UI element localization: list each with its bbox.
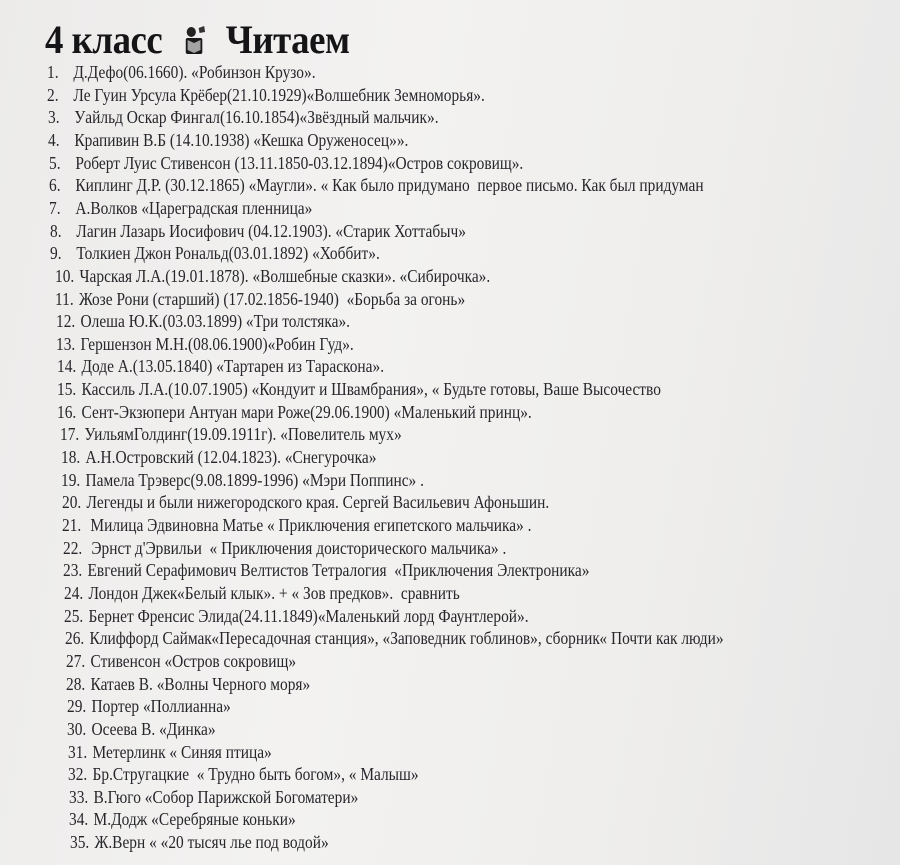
item-number: 27.: [65, 650, 85, 671]
item-number: 24.: [63, 582, 84, 603]
item-text: Кассиль Л.А.(10.07.1905) «Кондуит и Швамбрания», « Будьте готовы, Ваше Высочество: [81, 379, 661, 400]
item-text: Лондон Джек«Белый клык». + « Зов предков». сравнить: [88, 582, 460, 603]
item-number: 4.: [48, 129, 60, 150]
item-text: Милица Эдвиновна Матье « Приключения египетского мальчика» .: [86, 515, 532, 535]
item-text: Осеева В. «Динка»: [91, 718, 216, 739]
list-item: [65, 628, 724, 649]
item-number: 15.: [57, 379, 77, 400]
list-item: [57, 356, 384, 377]
list-item: [68, 742, 272, 763]
item-text: Лагин Лазарь Иосифович (04.12.1903). «Старик Хоттабыч»: [76, 220, 466, 241]
item-number: 8.: [49, 220, 62, 241]
item-number: 21.: [62, 515, 82, 535]
item-number: 10.: [55, 265, 75, 286]
list-item: [70, 832, 329, 853]
item-number: 13.: [56, 333, 76, 354]
list-item: [50, 243, 380, 264]
item-text: УильямГолдинг(19.09.1911г). «Повелитель мух»: [84, 424, 402, 445]
item-number: 5.: [48, 152, 61, 173]
item-number: 25.: [64, 605, 84, 626]
item-text: Уайльд Оскар Фингал(16.10.1854)«Звёздный мальчик».: [74, 107, 439, 128]
list-item: [62, 492, 549, 513]
item-number: 12.: [55, 311, 76, 332]
item-number: 6.: [49, 175, 61, 196]
list-item: [67, 696, 231, 717]
item-number: 18.: [60, 447, 80, 468]
item-text: Крапивин В.Б (14.10.1938) «Кешка Оруженосец»».: [74, 129, 409, 150]
item-number: 9.: [50, 243, 62, 264]
list-item: [47, 85, 485, 106]
item-text: Памела Трэверс(9.08.1899-1996) «Мэри Поппинс» .: [85, 469, 425, 490]
list-item: [48, 130, 408, 151]
item-text: Доде А.(13.05.1840) «Тартарен из Тараскона».: [81, 356, 384, 377]
item-number: 19.: [61, 469, 81, 490]
list-item: [69, 787, 358, 808]
list-item: [56, 334, 354, 355]
list-item: [63, 538, 506, 559]
item-text: Толкиен Джон Рональд(03.01.1892) «Хоббит».: [76, 243, 381, 264]
item-number: 3.: [47, 107, 60, 128]
item-number: 16.: [57, 401, 77, 422]
list-item: [55, 266, 490, 287]
item-text: Клиффорд Саймак«Пересадочная станция», «Заповедник гоблинов», сборник« Почти как люди»: [89, 628, 724, 649]
item-text: Портер «Поллианна»: [91, 696, 231, 717]
list-item: [49, 175, 704, 196]
list-item: [57, 379, 661, 400]
list-item: [56, 311, 350, 332]
item-number: 29.: [66, 696, 86, 717]
list-item: [67, 719, 216, 740]
list-item: [50, 221, 466, 242]
item-text: В.Гюго «Собор Парижской Богоматери»: [93, 786, 359, 807]
list-item: [61, 470, 424, 491]
item-number: 32.: [68, 764, 88, 785]
list-item: [60, 424, 402, 445]
item-text: Олеша Ю.К.(03.03.1899) «Три толстяка».: [80, 311, 350, 332]
item-number: 33.: [68, 786, 89, 807]
item-number: 17.: [60, 424, 80, 445]
item-number: 20.: [61, 492, 81, 513]
item-text: Д.Дефо(06.1660). «Робинзон Крузо».: [73, 62, 316, 82]
item-text: Гершензон М.Н.(08.06.1900)«Робин Гуд».: [80, 333, 354, 354]
item-number: 30.: [67, 718, 87, 739]
item-number: 34.: [69, 809, 89, 830]
item-number: 2.: [47, 84, 59, 105]
list-item: [57, 402, 532, 423]
item-text: Бернет Френсис Элида(24.11.1849)«Маленький лорд Фаунтлерой».: [88, 605, 529, 626]
list-item: [66, 651, 296, 672]
item-text: Сент-Экзюпери Антуан мари Роже(29.06.1900) «Маленький принц».: [81, 401, 533, 422]
list-item: [64, 606, 529, 627]
item-text: Легенды и были нижегородского края. Сергей Васильевич Афоньшин.: [86, 492, 549, 513]
item-text: М.Додж «Серебряные коньки»: [93, 809, 297, 830]
item-number: 11.: [55, 288, 75, 309]
list-item: [49, 153, 523, 174]
item-text: Ле Гуин Урсула Крёбер(21.10.1929)«Волшебник Земноморья».: [73, 84, 486, 105]
list-item: [61, 447, 376, 468]
list-item: [64, 583, 460, 604]
item-text: Киплинг Д.Р. (30.12.1865) «Маугли». « Как было придумано первое письмо. Как был придуман: [75, 175, 704, 196]
item-number: 35.: [69, 832, 90, 853]
item-number: 23.: [63, 560, 83, 581]
list-item: [66, 674, 310, 695]
heading-reading: Читаем: [225, 17, 350, 63]
item-number: 31.: [67, 741, 87, 762]
list-item: [47, 62, 316, 83]
item-text: Эрнст д'Эрвильи « Приключения доисторического мальчика» .: [87, 537, 507, 558]
item-text: Бр.Стругацкие « Трудно быть богом», « Малыш»: [92, 764, 419, 785]
item-text: Катаев В. «Волны Черного моря»: [90, 673, 311, 694]
item-text: Стивенсон «Остров сокровищ»: [90, 650, 296, 671]
grade-label: 4 класс: [45, 17, 163, 63]
item-text: Роберт Луис Стивенсон (13.11.1850-03.12.1894)«Остров сокровищ».: [74, 152, 523, 173]
item-text: Ж.Верн « «20 тысяч лье под водой»: [94, 832, 329, 853]
list-item: [48, 107, 439, 128]
item-text: А.Волков «Цареградская пленница»: [75, 197, 313, 218]
item-number: 22.: [62, 537, 82, 558]
item-number: 28.: [66, 673, 86, 694]
item-text: А.Н.Островский (12.04.1823). «Снегурочка»: [85, 447, 376, 468]
item-text: Евгений Серафимович Велтистов Тетралогия «Приключения Электроника»: [87, 560, 590, 581]
list-item: [63, 560, 589, 581]
item-text: Метерлинк « Синяя птица»: [92, 741, 272, 762]
item-number: 14.: [56, 356, 76, 377]
list-item: [62, 515, 531, 536]
item-text: Чарская Л.А.(19.01.1878). «Волшебные сказки». «Сибирочка».: [79, 265, 491, 286]
list-item: [69, 809, 296, 830]
item-number: 7.: [49, 197, 61, 218]
list-item: [55, 289, 465, 310]
item-number: 1.: [47, 62, 59, 82]
list-item: [68, 764, 419, 785]
item-text: Жозе Рони (старший) (17.02.1856-1940) «Борьба за огонь»: [79, 288, 466, 309]
item-number: 26.: [64, 628, 85, 649]
list-item: [49, 198, 312, 219]
